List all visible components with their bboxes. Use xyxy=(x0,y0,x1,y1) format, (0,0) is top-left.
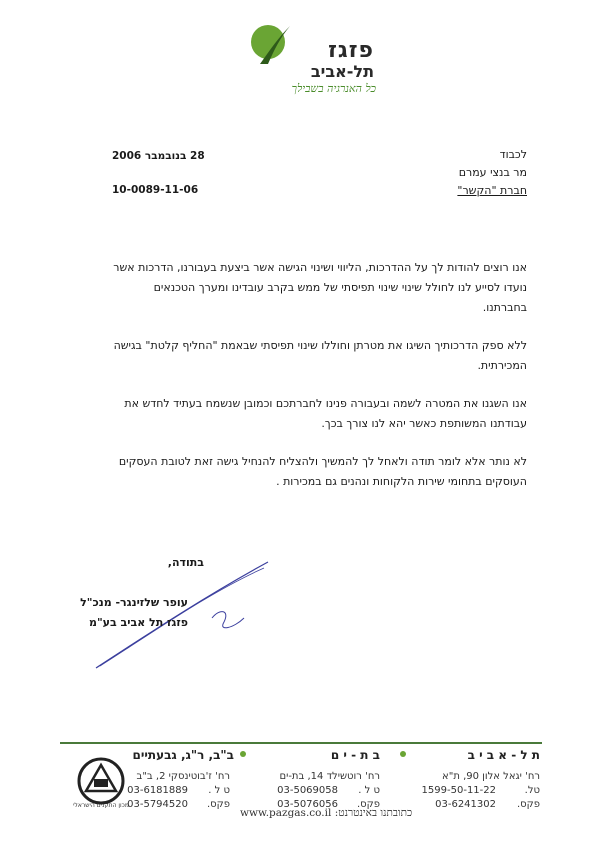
paragraph-4: לא נותר אלא לומר תודה ולאחל לך להמשיך ולהצליח להנחיל גישה זאת לטובת העסקים העוסקים בתחומי שירות הלקוחות ונהנים גם במכירות . xyxy=(118,455,527,488)
branch-address: רח' יגאל אלון 90, ת"א xyxy=(442,771,540,782)
recipient-name: מר בנצי עמרם xyxy=(458,166,527,179)
fax-number: 03-5794520 xyxy=(127,799,188,810)
standards-institute-logo-icon xyxy=(72,755,130,807)
logo-slogan: כל האנרגיה בשבילך xyxy=(291,82,376,95)
recipient-label: לכבוד xyxy=(499,148,527,161)
phone-number: 03-6181889 xyxy=(127,785,188,796)
logo-name: פזגז xyxy=(328,38,374,63)
signer-company: פזגז תל אביב בע"מ xyxy=(88,616,188,629)
fax-number: 03-5076056 xyxy=(277,799,338,810)
phone-label: טל. xyxy=(524,785,540,796)
branch-title-bb: ב"ב, ר"ג, גבעתיים xyxy=(132,748,234,762)
website-line: כתובתנו באינטרנט: www.pazgas.co.il xyxy=(240,807,413,819)
fax-number: 03-6241302 xyxy=(435,799,496,810)
phone-number: 1599-50-11-22 xyxy=(421,785,496,796)
footer-divider xyxy=(60,742,542,744)
paragraph-3: אנו השגנו את המטרה לשמה ובעבורה פנינו לחברתכם וכמובן שנשמח בעתיד לחדש את עבודתנו המשותפת כאשר יהא לנו צורך בכך. xyxy=(124,397,527,430)
phone-label: ט ל . xyxy=(358,785,380,796)
fax-label: פקס. xyxy=(356,799,380,810)
letter-body xyxy=(107,258,527,510)
phone-number: 03-5069058 xyxy=(277,785,338,796)
fax-label: פקס. xyxy=(516,799,540,810)
paragraph-2: ללא ספק הדרכותיך השיגו את מטרתן וחוללו שינוי תפיסתי שבאמת "החליף קלטת" בגישה המכירתית. xyxy=(113,339,527,372)
recipient-company: חברת "הקשר" xyxy=(457,184,527,197)
logo-city: תל-אביב xyxy=(310,62,374,81)
standards-institute-label: מכון התקנים הישראלי xyxy=(73,802,129,809)
signer-name: עופר שלזינגר- מנכ"ל xyxy=(80,596,188,609)
separator-dot-icon xyxy=(400,751,406,757)
branch-title-tel-aviv: ת ל - א ב י ב xyxy=(467,748,540,762)
closing: בתודה, xyxy=(167,556,204,569)
branch-address: רח' ז'בוטינסקי 2, ב"ב xyxy=(136,771,230,782)
paragraph-1: אנו רוצים להודות לך על ההדרכות, הליווי ושינוי הגישה אשר ביצעת בעבורנו, הדרכות אשר נועדו לסייע לנו לחולל שינוי שינוי תפיסתי של ממש בקרב עובדינו ומערך הטכנאים בחברתנו. xyxy=(113,261,527,314)
fax-label: פקס. xyxy=(206,799,230,810)
letter-date: 28 בנובמבר 2006 xyxy=(112,150,205,162)
branch-address: רח' רוטשילד 14, בת-ים xyxy=(279,771,380,782)
branch-title-bat-yam: ב ת - י ם xyxy=(330,748,380,762)
phone-label: ט ל . xyxy=(208,785,230,796)
separator-dot-icon xyxy=(240,751,246,757)
reference-number: 10-0089-11-06 xyxy=(112,184,199,196)
